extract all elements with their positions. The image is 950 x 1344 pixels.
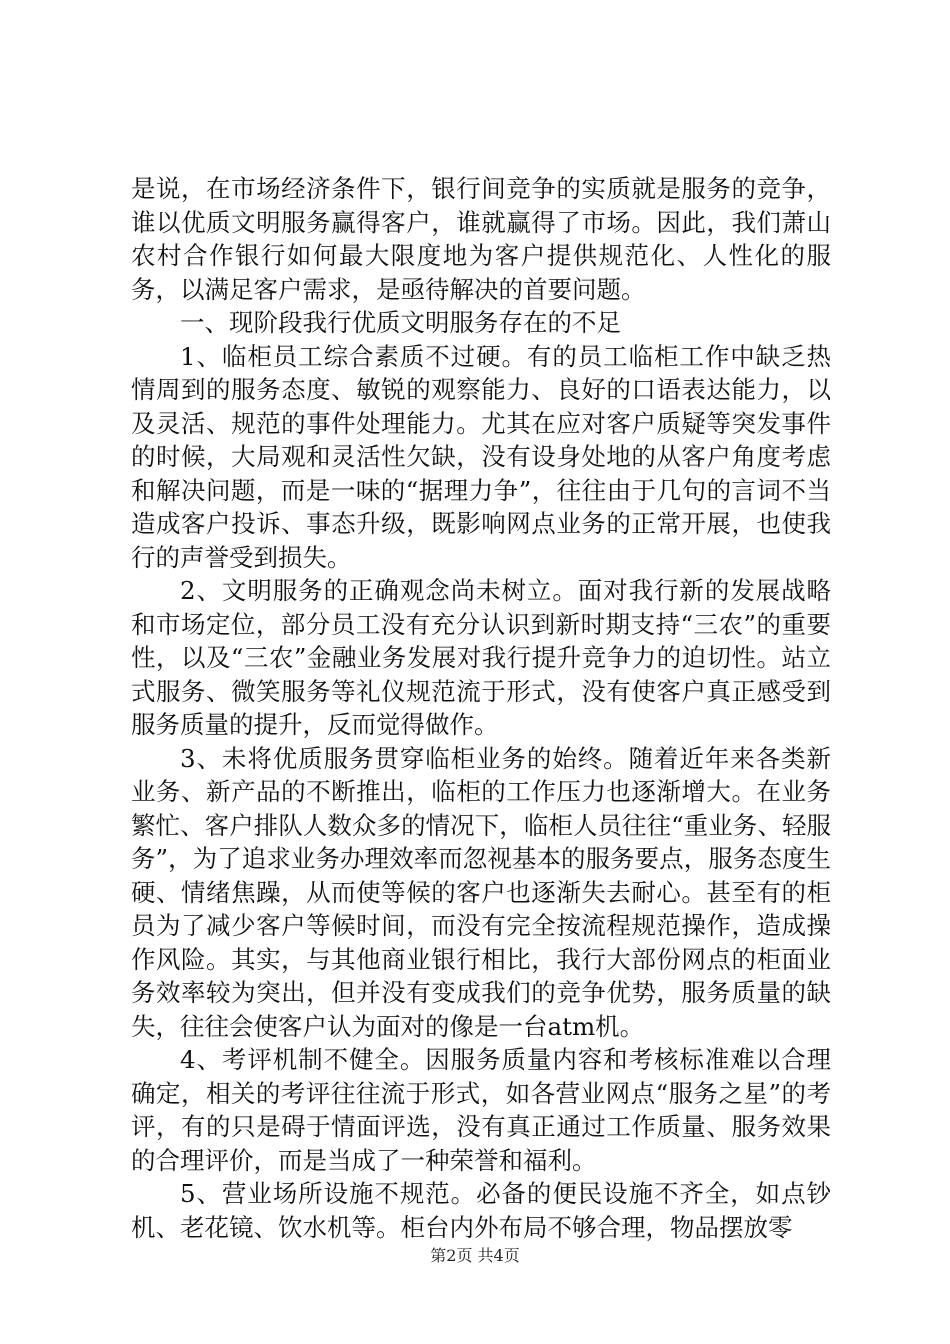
document-body: [131, 172, 831, 1244]
paragraph: 3、未将优质服务贯穿临柜业务的始终。随着近年来各类新业务、新产品的不断推出，临柜的工作压力也逐渐增大。在业务繁忙、客户排队人数众多的情况下，临柜人员往往“重业务、轻服务”，为了追求业务办理效率而忽视基本的服务要点，服务态度生硬、情绪焦躁，从而使等候的客户也逐渐失去耐心。甚至有的柜员为了减少客户等候时间，而没有完全按流程规范操作，造成操作风险。其实，与其他商业银行相比，我行大部份网点的柜面业务效率较为突出，但并没有变成我们的竞争优势，服务质量的缺失，往往会使客户认为面对的像是一台atm机。: [131, 743, 831, 1041]
paragraph: 2、文明服务的正确观念尚未树立。面对我行新的发展战略和市场定位，部分员工没有充分认识到新时期支持“三农”的重要性，以及“三农”金融业务发展对我行提升竞争力的迫切性。站立式服务、微笑服务等礼仪规范流于形式，没有使客户真正感受到服务质量的提升，反而觉得做作。: [131, 576, 831, 739]
paragraph: 是说，在市场经济条件下，银行间竞争的实质就是服务的竞争，谁以优质文明服务赢得客户，谁就赢得了市场。因此，我们萧山农村合作银行如何最大限度地为客户提供规范化、人性化的服务，以满足客户需求，是亟待解决的首要问题。: [131, 174, 831, 304]
paragraph: 1、临柜员工综合素质不过硬。有的员工临柜工作中缺乏热情周到的服务态度、敏锐的观察能力、良好的口语表达能力，以及灵活、规范的事件处理能力。尤其在应对客户质疑等突发事件的时候，大局观和灵活性欠缺，没有设身处地的从客户角度考虑和解决问题，而是一味的“据理力争”，往往由于几句的言词不当造成客户投诉、事态升级，既影响网点业务的正常开展，也使我行的声誉受到损失。: [131, 341, 831, 572]
paragraph: 5、营业场所设施不规范。必备的便民设施不齐全，如点钞机、老花镜、饮水机等。柜台内外布局不够合理，物品摆放零: [131, 1179, 831, 1242]
section-heading: 一、现阶段我行优质文明服务存在的不足: [180, 308, 621, 337]
page-number-footer: 第2页 共4页: [430, 1246, 520, 1265]
paragraph: 4、考评机制不健全。因服务质量内容和考核标准难以合理确定，相关的考评往往流于形式，如各营业网点“服务之星”的考评，有的只是碍于情面评选，没有真正通过工作质量、服务效果的合理评价，而是当成了一种荣誉和福利。: [131, 1045, 831, 1175]
